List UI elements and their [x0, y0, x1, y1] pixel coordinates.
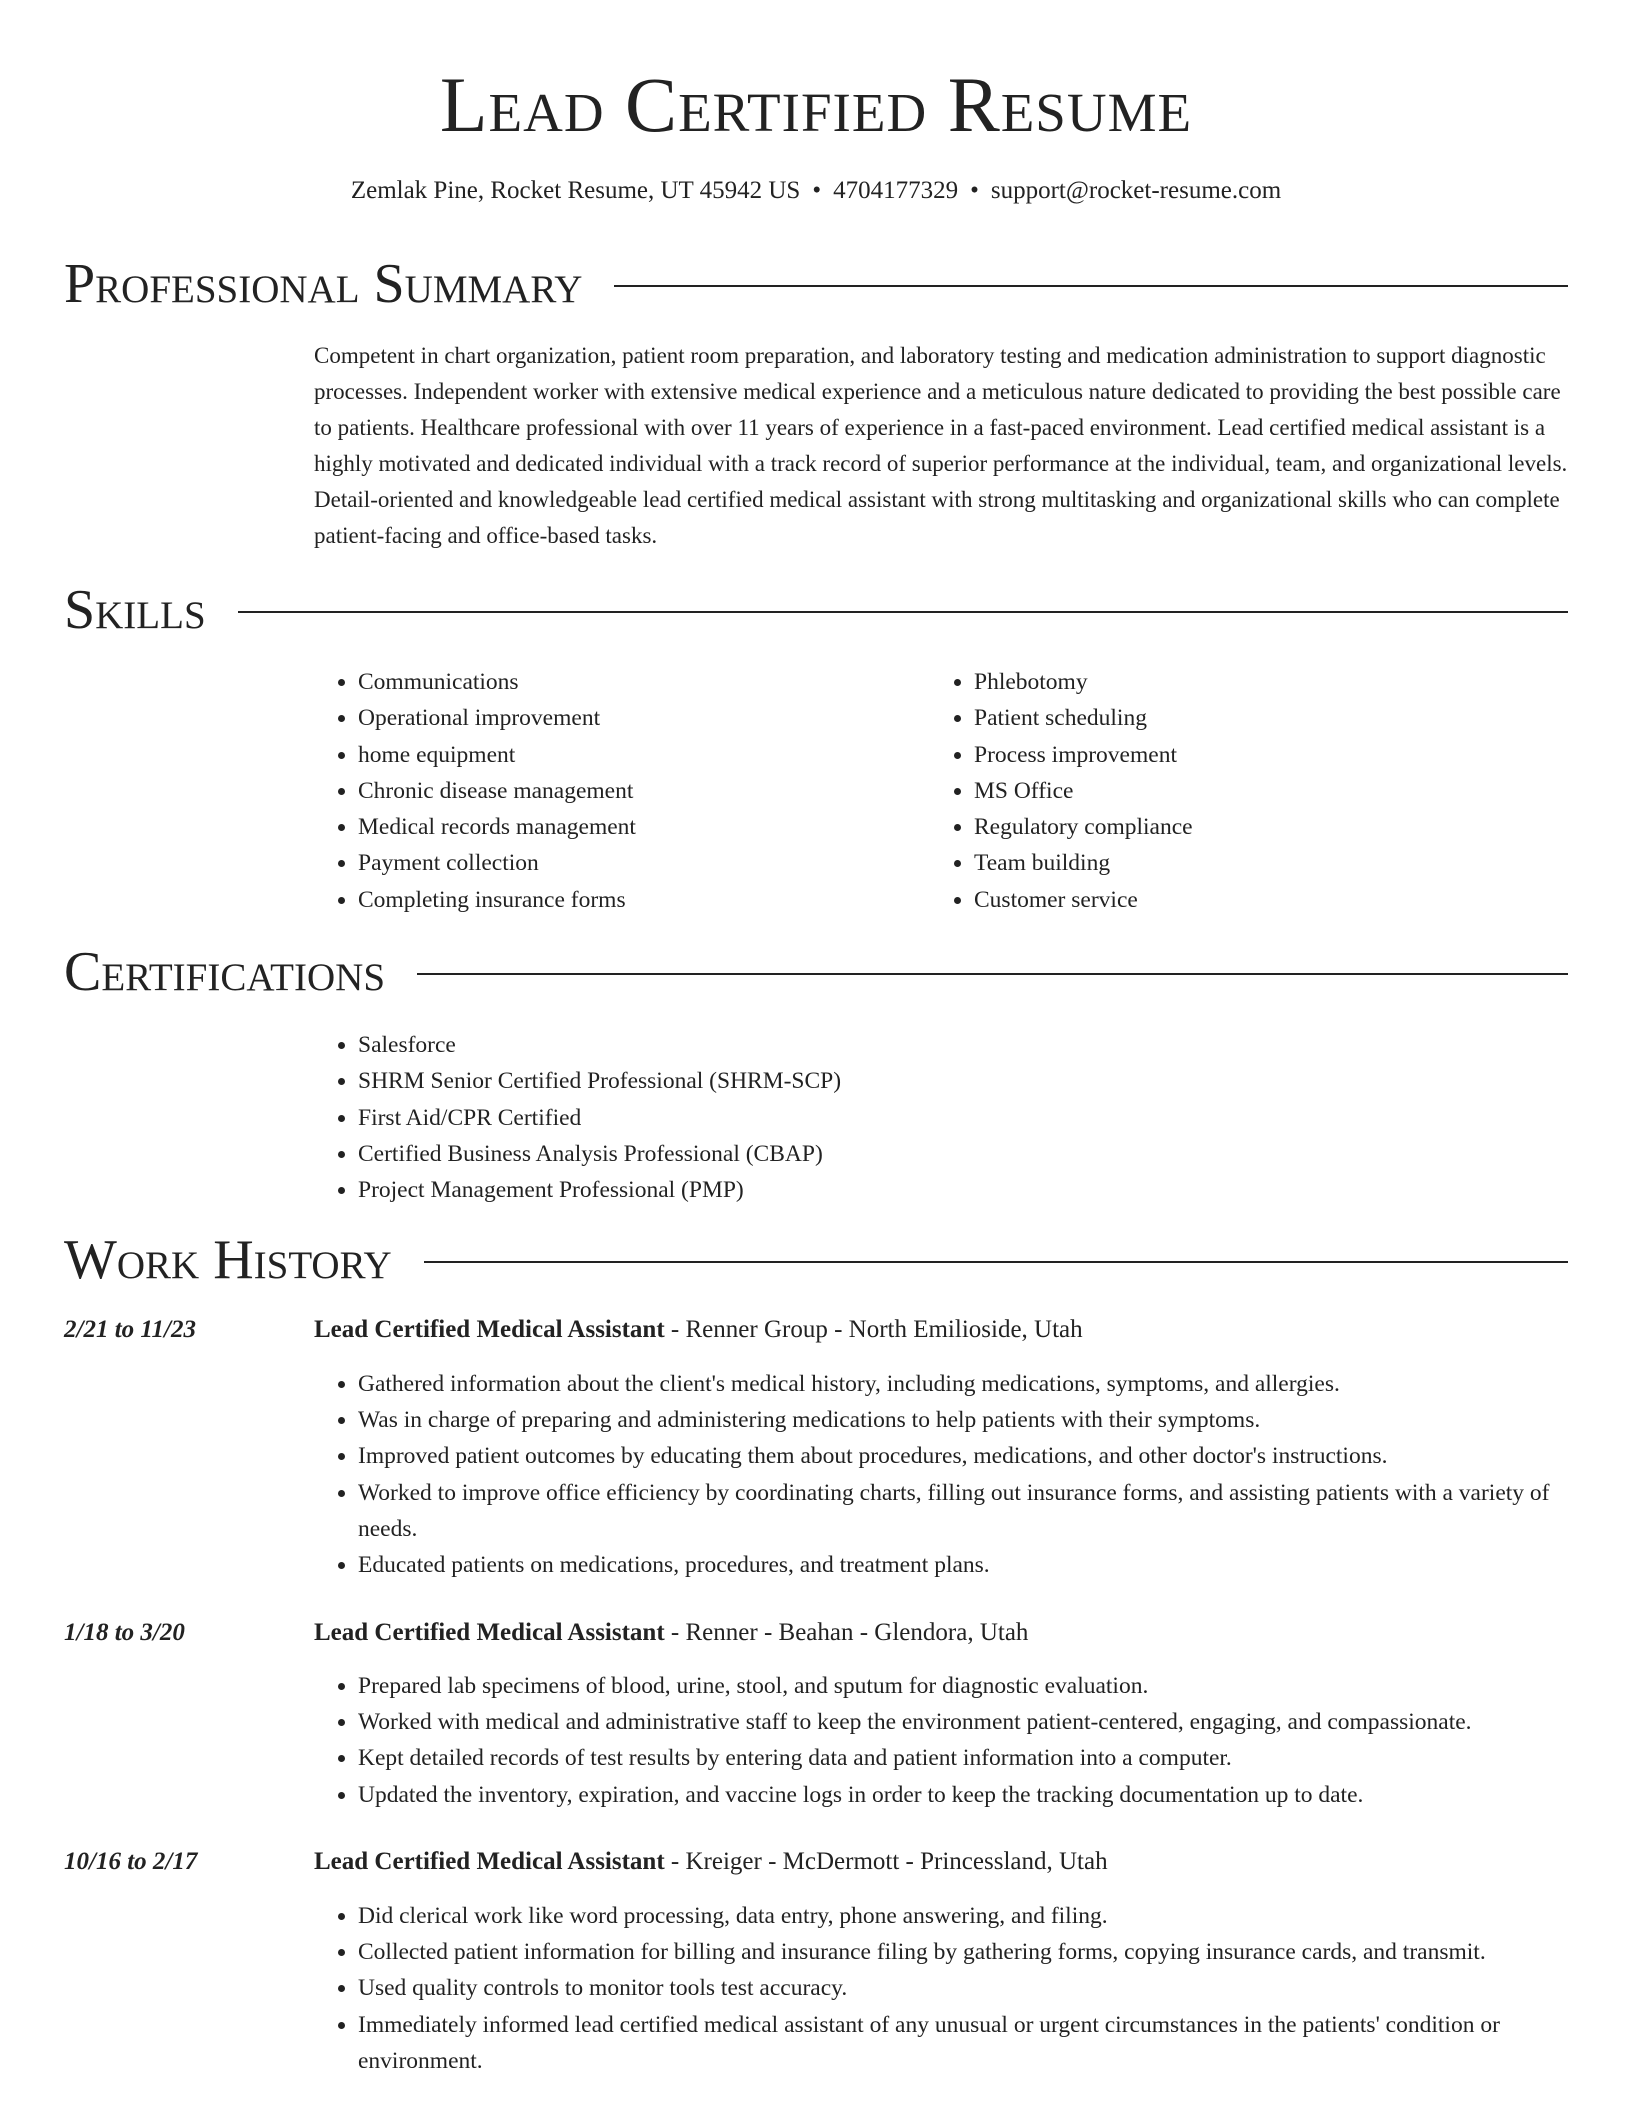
- work-history-heading: Work History: [64, 1229, 392, 1291]
- skill-item: • Payment collection: [358, 845, 914, 881]
- job-duty: • Worked to improve office efficiency by coordinating charts, filling out insurance forms, and assisting patients with a variety of needs.: [358, 1475, 1568, 1547]
- job-dates: 10/16 to 2/17: [64, 1848, 198, 1875]
- skill-item: • Phlebotomy: [974, 664, 1530, 700]
- skills-column-right: [930, 664, 1530, 918]
- job-duty: • Updated the inventory, expiration, and vaccine logs in order to keep the tracking documentation up to date.: [358, 1777, 1568, 1813]
- job-duty: • Immediately informed lead certified medical assistant of any unusual or urgent circumstances in the patients' condition or environment.: [358, 2007, 1568, 2079]
- summary-heading: Professional Summary: [64, 253, 583, 315]
- section-divider: [417, 973, 1568, 975]
- skill-item: • MS Office: [974, 773, 1530, 809]
- job-duty: • Was in charge of preparing and administering medications to help patients with their symptoms.: [358, 1402, 1568, 1438]
- certifications-section-header: [64, 940, 1568, 1004]
- job-duty: • Did clerical work like word processing, data entry, phone answering, and filing.: [358, 1898, 1568, 1934]
- job-duty: • Educated patients on medications, procedures, and treatment plans.: [358, 1547, 1568, 1583]
- job-duty: • Prepared lab specimens of blood, urine, stool, and sputum for diagnostic evaluation.: [358, 1668, 1568, 1704]
- job-employer: - Renner Group - North Emilioside, Utah: [664, 1316, 1083, 1343]
- job-heading: [314, 1616, 1568, 1650]
- job-duty: • Improved patient outcomes by educating them about procedures, medications, and other doctor's instructions.: [358, 1438, 1568, 1474]
- skill-item: • Communications: [358, 664, 914, 700]
- job-duty: • Collected patient information for billing and insurance filing by gathering forms, copying insurance cards, and transmit.: [358, 1934, 1568, 1970]
- job-employer: - Renner - Beahan - Glendora, Utah: [664, 1619, 1029, 1646]
- work-history-section-header: [64, 1228, 1568, 1292]
- job-duties: [314, 1898, 1568, 2079]
- skill-item: • home equipment: [358, 737, 914, 773]
- skills-column-left: [314, 664, 914, 918]
- summary-text: Competent in chart organization, patient room preparation, and laboratory testing and medication administration to support diagnostic processes. Independent worker with extensive medical experience and a meticulous nature dedicated to providing the best possible care to patients. Healthcare professional with over 11 years of experience in a fast-paced environment. Lead certified medical assistant is a highly motivated and dedicated individual with a track record of superior performance at the individual, team, and organizational levels. Detail-oriented and knowledgeable lead certified medical assistant with strong multitasking and organizational skills who can complete patient-facing and office-based tasks.: [314, 343, 1568, 548]
- certification-item: • Project Management Professional (PMP): [358, 1172, 1568, 1208]
- skill-item: • Team building: [974, 845, 1530, 881]
- certification-item: • SHRM Senior Certified Professional (SHRM-SCP): [358, 1063, 1568, 1099]
- certification-item: • Certified Business Analysis Professional (CBAP): [358, 1136, 1568, 1172]
- job-duties: [314, 1668, 1568, 1813]
- job-dates: 2/21 to 11/23: [64, 1316, 196, 1343]
- job-dates: 1/18 to 3/20: [64, 1619, 185, 1646]
- contact-separator: •: [970, 177, 979, 204]
- contact-email: support@rocket-resume.com: [990, 177, 1282, 204]
- job-title: Lead Certified Medical Assistant: [314, 1848, 665, 1875]
- summary-section-header: [64, 252, 1568, 316]
- certifications-heading: Certifications: [64, 941, 386, 1003]
- job-heading: [314, 1845, 1568, 1879]
- skill-item: • Customer service: [974, 882, 1530, 918]
- section-divider: [424, 1261, 1568, 1263]
- skill-item: • Completing insurance forms: [358, 882, 914, 918]
- section-divider: [238, 611, 1568, 613]
- certifications-list: [314, 1027, 1568, 1208]
- contact-separator: •: [812, 177, 822, 204]
- job-duty: • Used quality controls to monitor tools test accuracy.: [358, 1970, 1568, 2006]
- certification-item: • First Aid/CPR Certified: [358, 1100, 1568, 1136]
- job-duty: • Worked with medical and administrative staff to keep the environment patient-centered, engaging, and compassionate.: [358, 1704, 1568, 1740]
- job-duty: • Kept detailed records of test results by entering data and patient information into a computer.: [358, 1740, 1568, 1776]
- section-divider: [614, 285, 1568, 287]
- job-duties: [314, 1366, 1568, 1583]
- job-duty: • Gathered information about the client's medical history, including medications, symptoms, and allergies.: [358, 1366, 1568, 1402]
- contact-line: [0, 174, 1632, 208]
- skills-heading: Skills: [64, 579, 206, 641]
- skill-item: • Operational improvement: [358, 700, 914, 736]
- skill-item: • Regulatory compliance: [974, 809, 1530, 845]
- job-heading: [314, 1313, 1568, 1347]
- certification-item: • Salesforce: [358, 1027, 1568, 1063]
- job-title: Lead Certified Medical Assistant: [314, 1619, 665, 1646]
- contact-phone: 4704177329: [833, 177, 959, 204]
- resume-name: Lead Certified Resume: [439, 61, 1193, 148]
- skill-item: • Chronic disease management: [358, 773, 914, 809]
- contact-address: Zemlak Pine, Rocket Resume, UT 45942 US: [350, 177, 801, 204]
- skill-item: • Process improvement: [974, 737, 1530, 773]
- skill-item: • Patient scheduling: [974, 700, 1530, 736]
- job-title: Lead Certified Medical Assistant: [314, 1316, 665, 1343]
- skills-section-header: [64, 578, 1568, 642]
- job-employer: - Kreiger - McDermott - Princessland, Utah: [664, 1848, 1108, 1875]
- skill-item: • Medical records management: [358, 809, 914, 845]
